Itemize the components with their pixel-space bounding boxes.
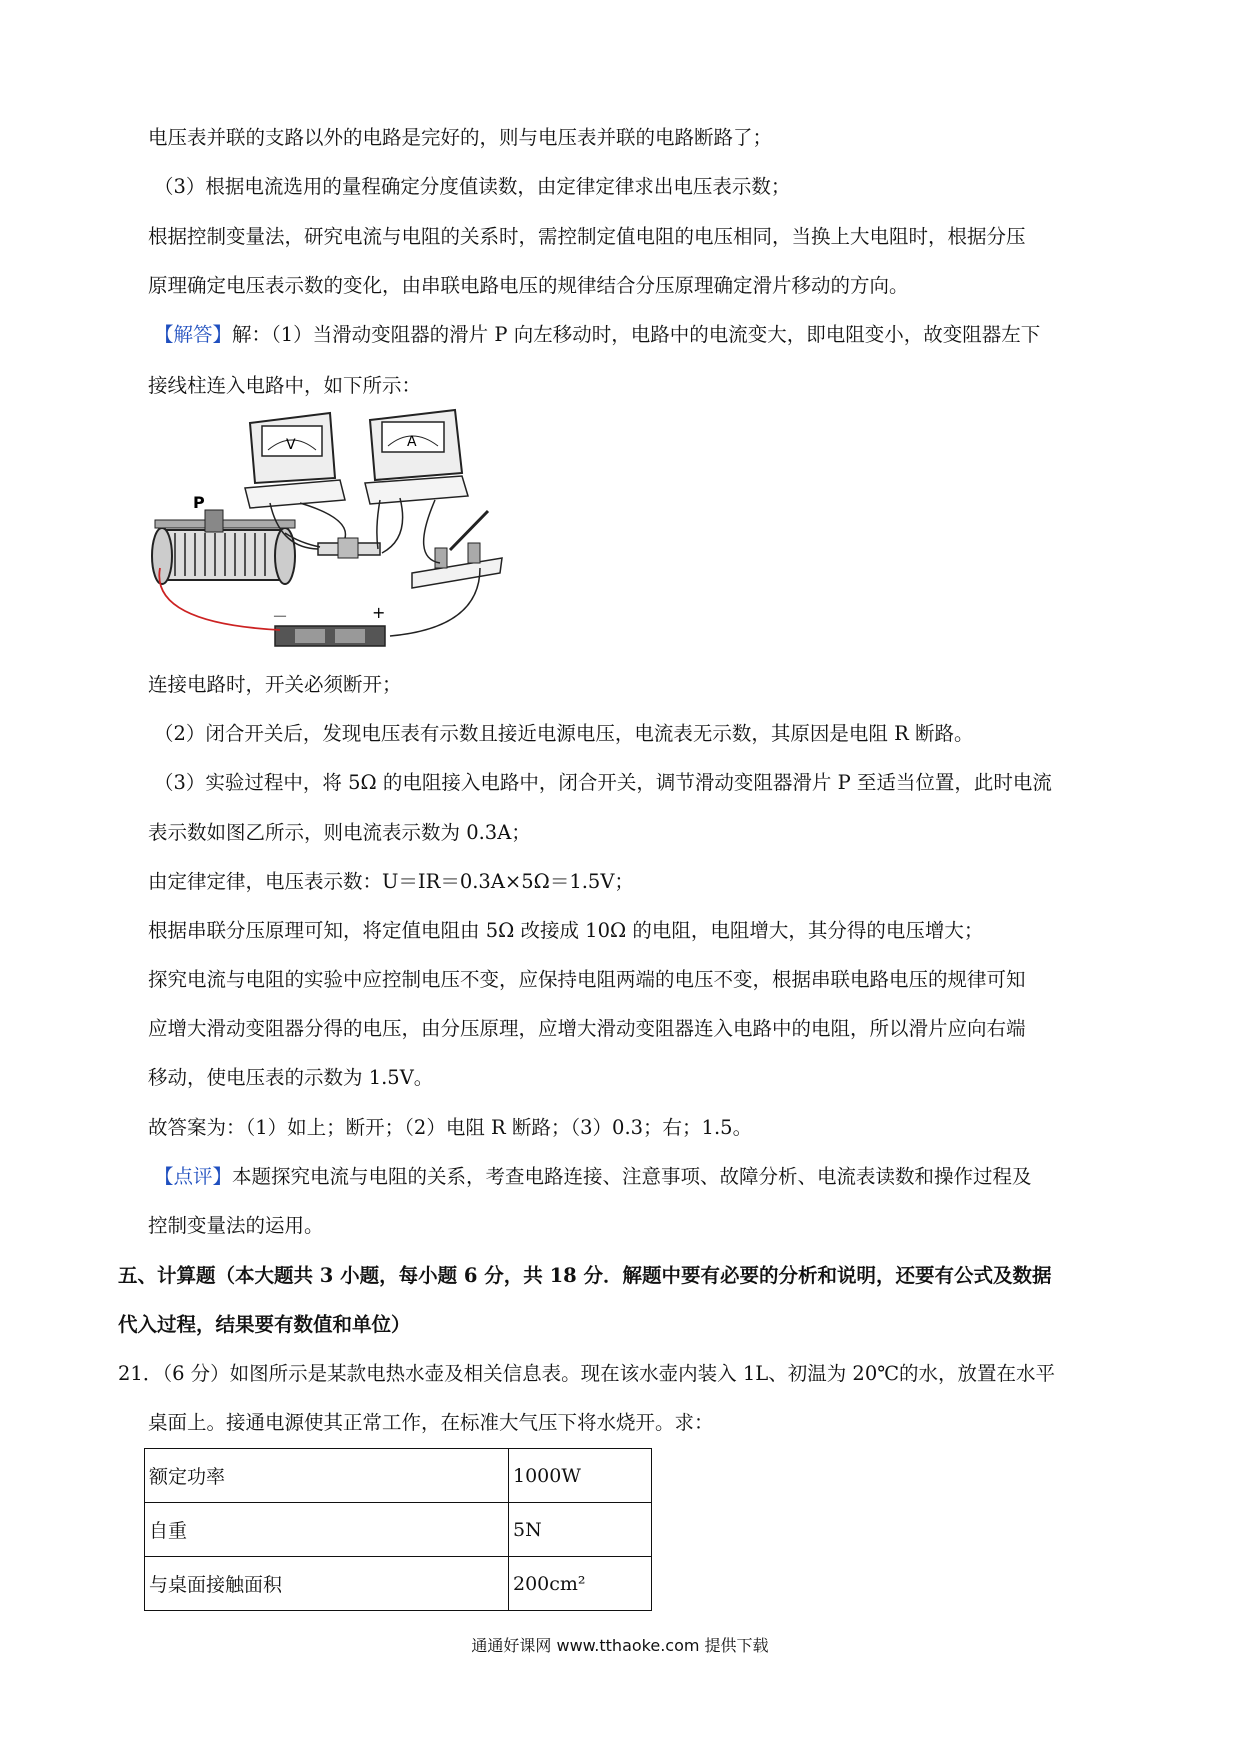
answer-text: 解：（1）当滑动变阻器的滑片 P 向左移动时，电路中的电流变大，即电阻变小，故变阻器左下	[232, 323, 1041, 346]
info-table	[144, 1448, 652, 1611]
ammeter-label: A	[407, 434, 417, 450]
battery-minus: －	[272, 607, 289, 626]
section-heading: 代入过程，结果要有数值和单位）	[118, 1313, 411, 1336]
text-line: （2）闭合开关后，发现电压表有示数且接近电源电压，电流表无示数，其原因是电阻 R 断路。	[154, 722, 974, 745]
review-tag: 【点评】	[154, 1165, 233, 1188]
question-21: 21．（6 分）如图所示是某款电热水壶及相关信息表。现在该水壶内装入 1L、初温为 20℃的水，放置在水平	[118, 1362, 1056, 1385]
answer-line	[154, 322, 1040, 348]
table-cell: 5N	[509, 1503, 652, 1557]
table-row	[145, 1503, 652, 1557]
text-line: 根据控制变量法，研究电流与电阻的关系时，需控制定值电阻的电压相同，当换上大电阻时，根据分压	[148, 225, 1026, 248]
table-cell: 自重	[145, 1503, 509, 1557]
answer-tag: 【解答】	[154, 323, 233, 346]
battery-plus: +	[372, 603, 386, 622]
table-row	[145, 1557, 652, 1611]
voltmeter-label: V	[286, 437, 296, 453]
text-line: 根据串联分压原理可知，将定值电阻由 5Ω 改接成 10Ω 的电阻，电阻增大，其分得的电压增大；	[148, 919, 984, 942]
table-cell: 200cm²	[509, 1557, 652, 1611]
voltmeter	[245, 413, 345, 508]
review-line	[154, 1164, 1032, 1190]
review-text: 本题探究电流与电阻的关系，考查电路连接、注意事项、故障分析、电流表读数和操作过程及	[232, 1165, 1032, 1188]
text-line: （3）实验过程中，将 5Ω 的电阻接入电路中，闭合开关，调节滑动变阻器滑片 P 至适当位置，此时电流	[154, 771, 1052, 794]
text-line: 探究电流与电阻的实验中应控制电压不变，应保持电阻两端的电压不变，根据串联电路电压的规律可知	[148, 968, 1026, 991]
table-cell: 额定功率	[145, 1449, 509, 1503]
circuit-figure	[150, 408, 570, 658]
ammeter	[365, 410, 468, 504]
switch	[412, 511, 502, 588]
table-cell: 1000W	[509, 1449, 652, 1503]
text-line: 桌面上。接通电源使其正常工作，在标准大气压下将水烧开。求：	[148, 1411, 714, 1434]
table-row	[145, 1449, 652, 1503]
text-line: 连接电路时，开关必须断开；	[148, 673, 402, 696]
text-line: 接线柱连入电路中，如下所示：	[148, 374, 422, 397]
text-line: 原理确定电压表示数的变化，由串联电路电压的规律结合分压原理确定滑片移动的方向。	[148, 274, 909, 297]
text-line: 移动，使电压表的示数为 1.5V。	[148, 1066, 434, 1089]
slider-label: P	[193, 493, 205, 512]
text-line: （3）根据电流选用的量程确定分度值读数，由定律定律求出电压表示数；	[154, 175, 791, 198]
text-line: 由定律定律，电压表示数：U＝IR＝0.3A×5Ω＝1.5V；	[148, 870, 634, 893]
battery	[272, 603, 385, 646]
text-line: 控制变量法的运用。	[148, 1214, 324, 1237]
page-footer: 通通好课网 www.tthaoke.com 提供下载	[471, 1636, 769, 1655]
text-line: 表示数如图乙所示，则电流表示数为 0.3A；	[148, 821, 531, 844]
text-line: 故答案为：（1）如上；断开；（2）电阻 R 断路；（3）0.3；右；1.5。	[148, 1116, 753, 1139]
resistor	[318, 538, 380, 558]
text-line: 应增大滑动变阻器分得的电压，由分压原理，应增大滑动变阻器连入电路中的电阻，所以滑片应向右端	[148, 1017, 1026, 1040]
table-cell: 与桌面接触面积	[145, 1557, 509, 1611]
section-heading: 五、计算题（本大题共 3 小题，每小题 6 分，共 18 分．解题中要有必要的分析和说明，还要有公式及数据	[118, 1264, 1052, 1287]
text-line: 电压表并联的支路以外的电路是完好的，则与电压表并联的电路断路了；	[148, 126, 773, 149]
